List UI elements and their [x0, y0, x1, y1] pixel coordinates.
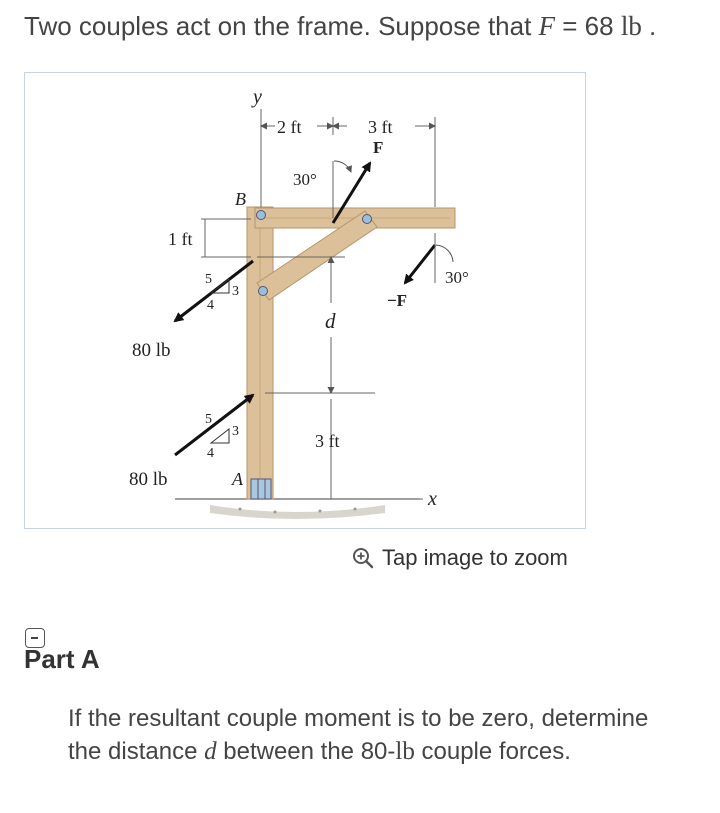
- force-negF-label: −F: [387, 291, 408, 310]
- triangle-lower-horiz: 4: [207, 446, 214, 461]
- problem-text: Two couples act on the frame. Suppose that: [24, 11, 539, 41]
- question-text-middle: between the 80-: [216, 738, 396, 765]
- dim-3ft-bottom-label: 3 ft: [315, 431, 340, 451]
- frame-members: [247, 207, 455, 499]
- variable-F: F: [538, 11, 556, 41]
- zoom-in-icon: [352, 547, 374, 569]
- question-text: [68, 702, 688, 768]
- dim-1ft-label: 1 ft: [168, 229, 193, 249]
- slope-triangle-upper: [211, 279, 229, 293]
- question-text-before: If the resultant couple moment is to be zero, determine the distance: [68, 705, 649, 765]
- figure-image[interactable]: [24, 72, 586, 529]
- triangle-upper-horiz: 4: [207, 298, 214, 313]
- dim-2ft-label: 2 ft: [277, 117, 302, 137]
- triangle-lower-hyp: 5: [205, 412, 212, 427]
- slope-triangle-lower: [211, 429, 229, 443]
- force-80lb-lower-label: 80 lb: [129, 469, 168, 490]
- question-unit: lb: [395, 738, 415, 765]
- angle-top-label: 30°: [293, 170, 317, 189]
- angle-arc-right: [436, 245, 453, 262]
- triangle-upper-hyp: 5: [205, 272, 212, 287]
- angle-arc-top: [334, 161, 351, 172]
- angle-right-label: 30°: [445, 268, 469, 287]
- dim-1ft: [201, 219, 251, 257]
- distance-d-label: d: [325, 309, 336, 333]
- axis-x-label: x: [428, 488, 437, 510]
- zoom-hint-label: Tap image to zoom: [382, 545, 568, 570]
- point-B-label: B: [235, 189, 246, 209]
- triangle-upper-vert: 3: [232, 284, 239, 299]
- problem-equals: = 68: [555, 11, 621, 41]
- force-negF-arrow: [405, 245, 435, 283]
- triangle-lower-vert: 3: [232, 424, 239, 439]
- axis-y-label: y: [253, 86, 262, 108]
- variable-d: d: [204, 738, 217, 765]
- zoom-hint-button[interactable]: [352, 542, 568, 574]
- part-title: Part A: [24, 644, 100, 674]
- ground: [175, 499, 420, 519]
- point-A-label: A: [232, 469, 243, 489]
- force-80lb-upper-label: 80 lb: [132, 340, 171, 361]
- force-80lb-lower-arrow: [175, 395, 253, 455]
- frame-diagram: [25, 73, 585, 528]
- problem-unit: lb: [620, 11, 642, 41]
- question-text-after: couple forces.: [414, 738, 571, 765]
- dim-3ft-top-label: 3 ft: [368, 117, 393, 137]
- problem-period: .: [641, 11, 657, 41]
- problem-statement: [24, 6, 704, 46]
- force-F-label: F: [373, 138, 384, 157]
